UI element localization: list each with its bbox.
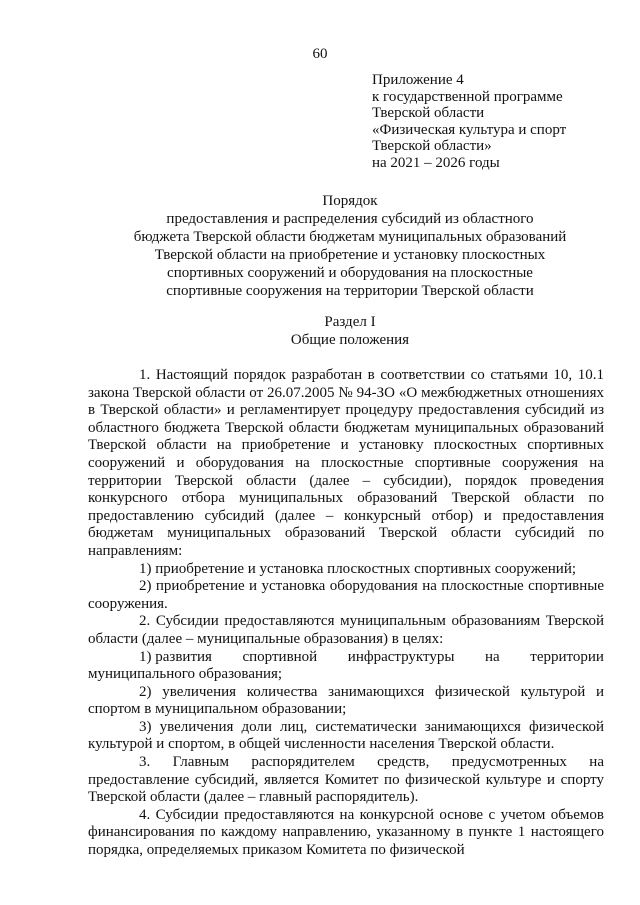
section-name: Общие положения <box>290 332 410 348</box>
paragraph-2: 2. Субсидии предоставляются муниципальным образованиям Тверской области (далее – муниципальные образования) в целях: <box>88 613 604 647</box>
word: на <box>485 648 500 665</box>
paragraph-1: 1. Настоящий порядок разработан в соответствии со статьями 10, 10.1 закона Тверской области от 26.07.2005 № 94-ЗО «О межбюджетных отношениях в Тверской области» и регламентирует процедуру предоставления субсидий из областного бюджета Тверской области бюджетам муниципальных образований Тверской области на приобретение и установку плоскостных спортивных сооружений и оборудования на плоскостные спортивные сооружения на территории Тверской области (далее – субсидии), порядок проведения конкурсного отбора муниципальных образований Тверской области по предоставлению субсидий (далее – конкурсный отбор) и предоставления бюджетам муниципальных образований Тверской области субсидий по направлениям: <box>88 367 604 559</box>
word: спортивной <box>242 648 318 665</box>
paragraph-2-item-3: 3) увеличения доли лиц, систематически занимающихся физической культурой и спортом, в общей численности населения Тверской области. <box>88 718 604 753</box>
document-title <box>90 192 610 300</box>
section-header <box>90 313 610 349</box>
appendix-line: Тверской области <box>372 105 485 121</box>
paragraph-1-item-1: 1) приобретение и установка плоскостных спортивных сооружений; <box>139 560 577 577</box>
page-number: 60 <box>312 46 328 62</box>
word: инфраструктуры <box>347 648 455 665</box>
paragraph-2-item-2: 2) увеличения количества занимающихся физической культурой и спортом в муниципальном образовании; <box>88 683 604 718</box>
paragraph-1-item-2: 2) приобретение и установка оборудования на плоскостные спортивные сооружения. <box>88 578 604 612</box>
title-line: предоставления и распределения субсидий из областного <box>166 211 534 227</box>
title-heading: Порядок <box>322 193 378 209</box>
paragraph-2-item-1-continuation: муниципального образования; <box>88 666 283 683</box>
appendix-line: «Физическая культура и спорт <box>372 121 567 138</box>
appendix-header <box>372 72 622 171</box>
title-line: бюджета Тверской области бюджетам муниципальных образований <box>133 229 567 245</box>
title-line: Тверской области на приобретение и установку плоскостных <box>154 247 546 263</box>
section-number: Раздел I <box>324 314 376 330</box>
paragraph-4: 4. Субсидии предоставляются на конкурсной основе с учетом объемов финансирования по каждому направлению, указанному в пункте 1 настоящего порядка, определяемых приказом Комитета по физической <box>88 806 604 859</box>
title-line: спортивные сооружения на территории Тверской области <box>166 283 534 299</box>
appendix-line: Приложение 4 <box>372 72 464 88</box>
appendix-line: к государственной программе <box>372 88 563 105</box>
paragraph-3: 3. Главным распорядителем средств, предусмотренных на предоставление субсидий, является Комитет по физической культуре и спорту Тверской области (далее – главный распорядитель). <box>88 754 604 806</box>
body-text <box>88 367 604 860</box>
appendix-line: Тверской области» <box>372 138 492 154</box>
word: 1) развития <box>139 648 212 665</box>
paragraph-2-item-1-line <box>88 649 604 667</box>
title-line: спортивных сооружений и оборудования на плоскостные <box>167 265 533 281</box>
word: территории <box>530 648 604 665</box>
appendix-line: на 2021 – 2026 годы <box>372 154 500 171</box>
